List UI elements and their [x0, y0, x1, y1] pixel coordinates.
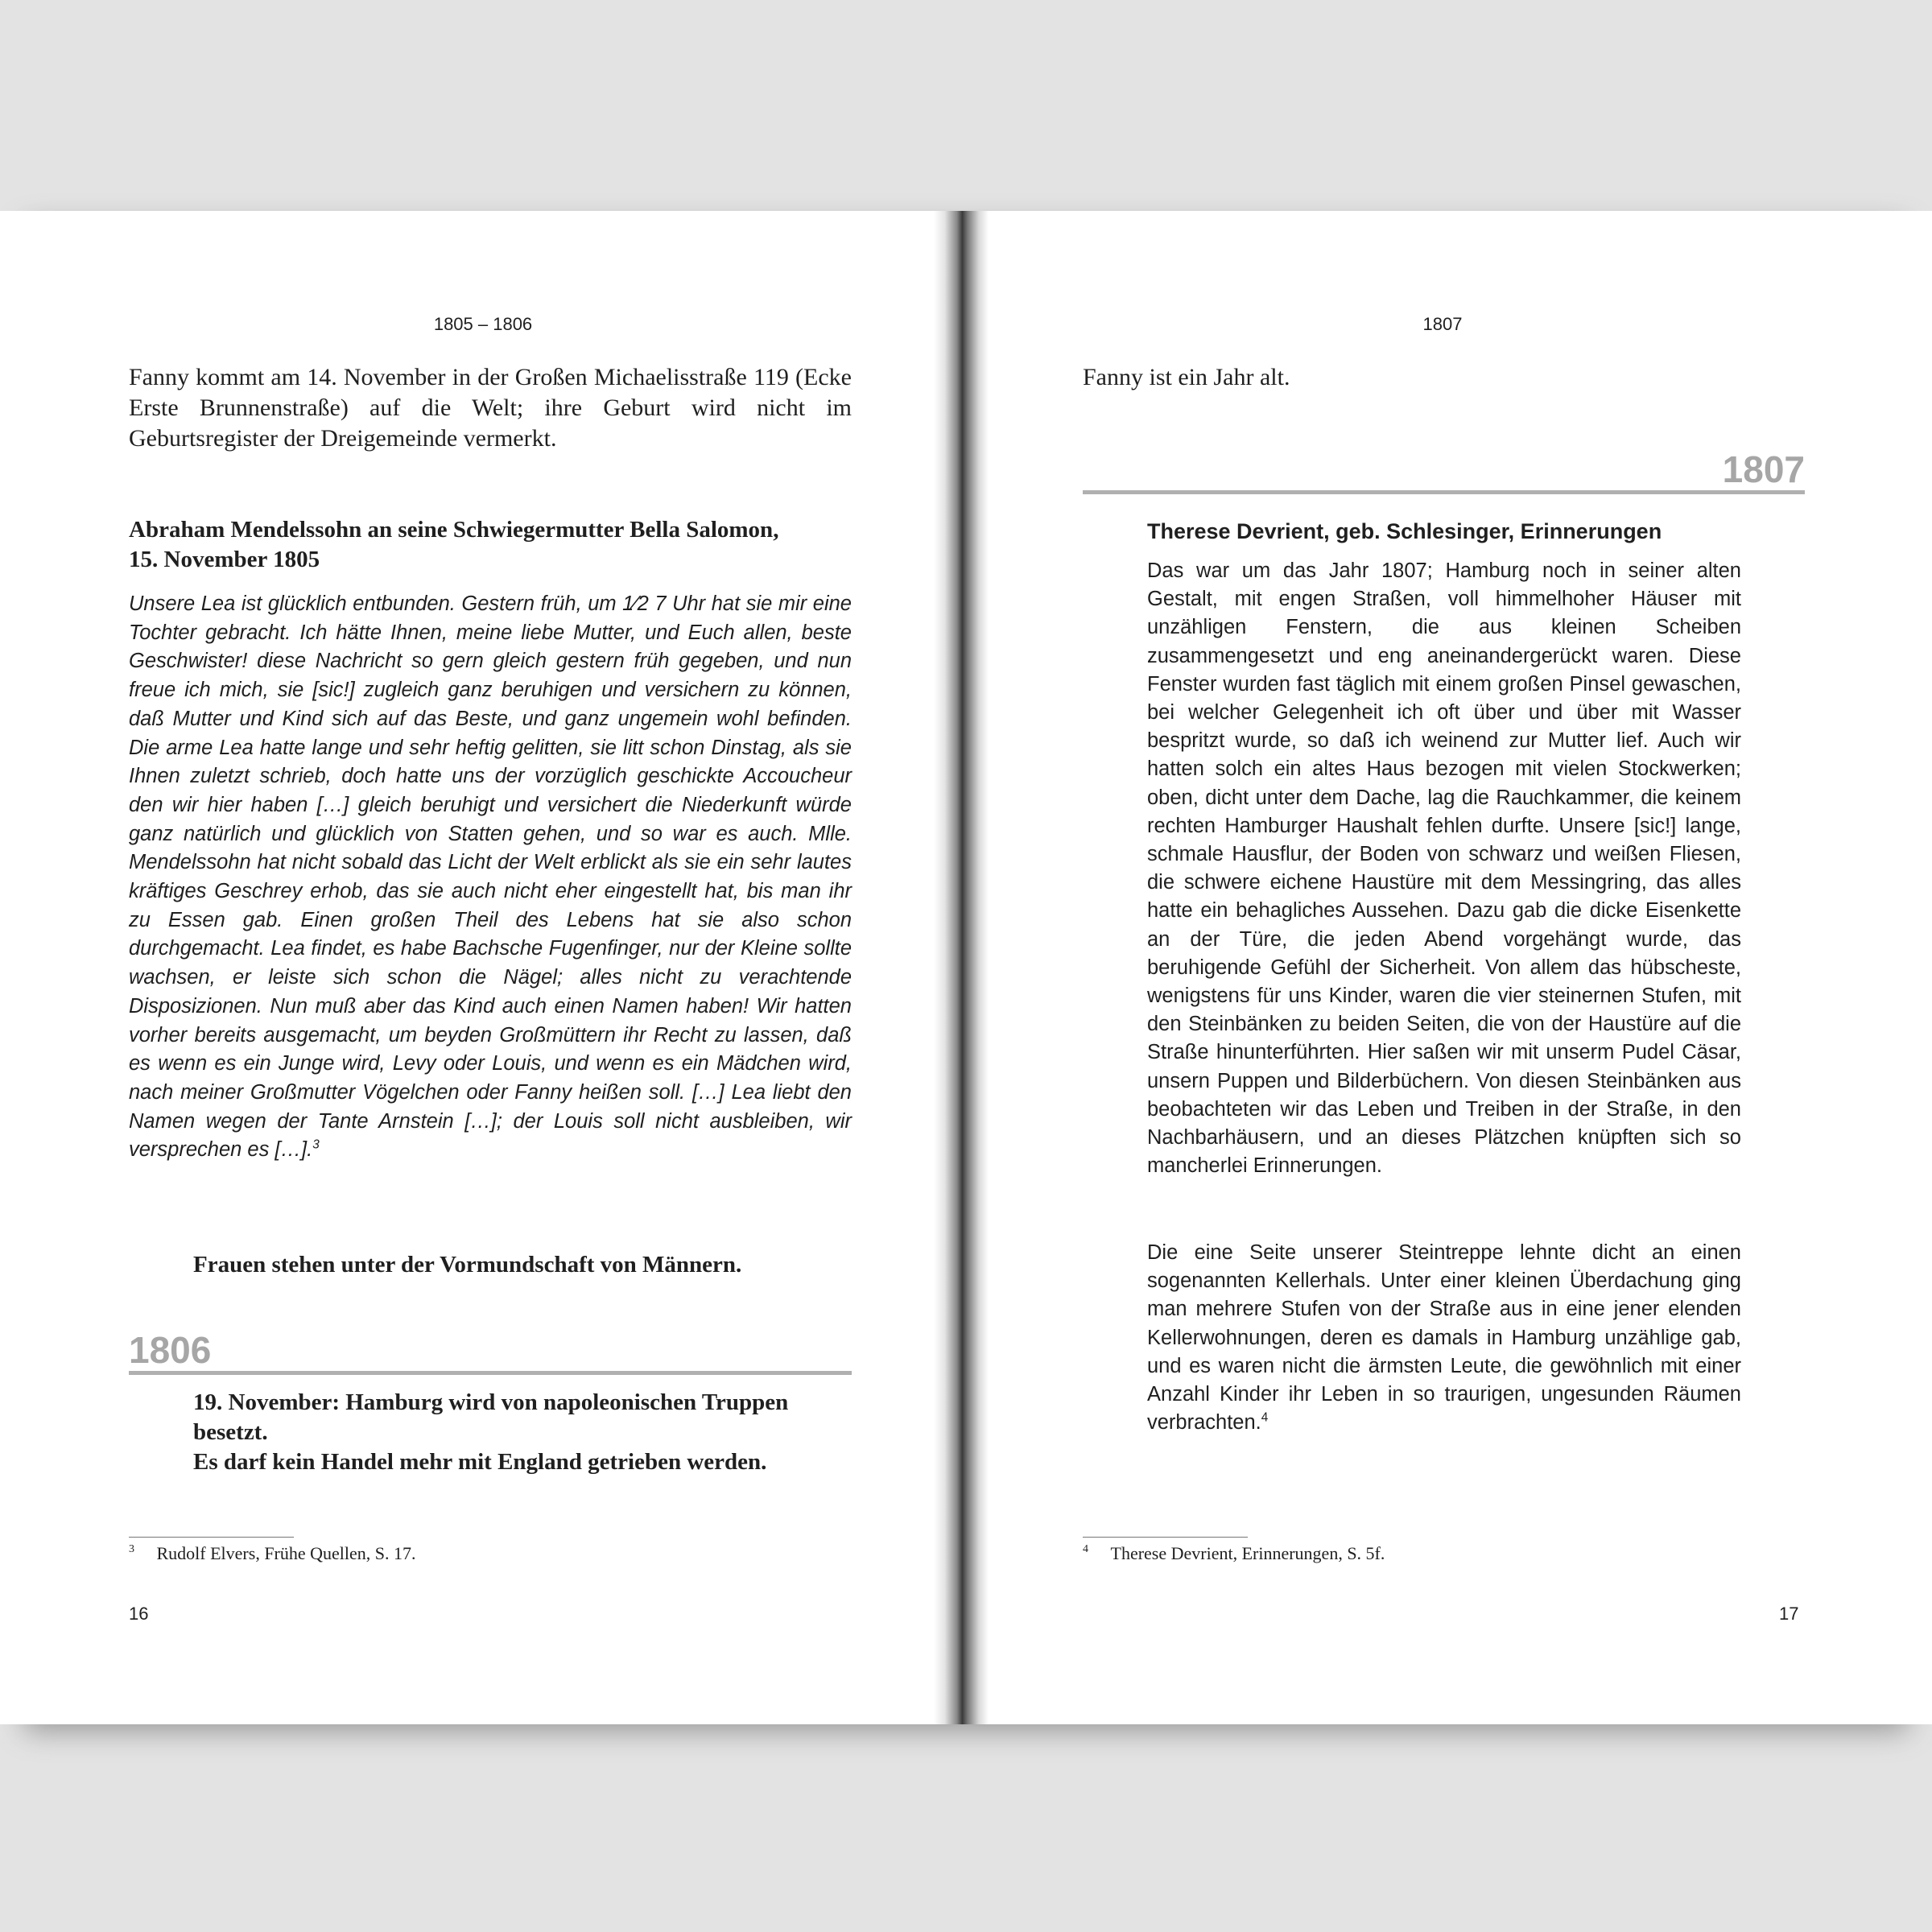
- running-header: 1807: [1422, 314, 1463, 334]
- note-1805: Frauen stehen unter der Vormundschaft von Männern.: [193, 1252, 742, 1278]
- event-1806-occupation: 19. November: Hamburg wird von napoleonischen Truppen besetzt.: [193, 1389, 789, 1445]
- left-page: [0, 211, 952, 1724]
- event-1806-trade-ban: Es darf kein Handel mehr mit England getrieben werden.: [193, 1449, 767, 1475]
- intro-paragraph: Fanny ist ein Jahr alt.: [1083, 364, 1290, 390]
- year-heading-1806: 1806: [129, 1329, 212, 1371]
- memoir-paragraph-1: Das war um das Jahr 1807; Hamburg noch in seiner alten Gestalt, mit engen Straßen, voll himmelhoher Häuser mit unzähligen Fenstern, die aus kleinen Scheiben zusammengesetzt und eng aneinandergerückt waren. Diese Fenster wurden fast täglich mit einem großen Pinsel gewaschen, bei welcher Gelegenheit ich oft über und über mit Wasser bespritzt wurde, so daß ich weinend zur Mutter lief. Auch wir hatten solch ein altes Haus bezogen mit vielen Stockwerken; oben, dicht unter dem Dache, lag die Rauchkammer, die keinem rechten Hamburger Haushalt fehlen durfte. Unsere [sic!] lange, schmale Hausflur, der Boden von schwarz und weißen Fliesen, die schwere eichene Haustüre mit dem Messingring, das alles hatte ein behagliches Aussehen. Dazu gab die dicke Eisenkette an der Türe, die jeden Abend vorgehängt wurde, das beruhigende Gefühl der Sicherheit. Von allem das hübscheste, wenigstens für uns Kinder, waren die vier steinernen Stufen, mit den Steinbänken zu beiden Seiten, die von der Haustüre auf die Straße hinunterführten. Hier saßen wir mit unserm Pudel Cäsar, unsern Puppen und Bilderbüchern. Von diesen Steinbänken aus beobachteten wir das Leben und Treiben in der Straße, in den Nachbarhäusern, und an dieses Plätzchen knüpften sich so mancherlei Erinnerungen.: [1147, 559, 1741, 1178]
- page-number: 17: [1779, 1604, 1799, 1624]
- footnote-rule: [129, 1537, 294, 1538]
- page-number: 16: [129, 1604, 149, 1624]
- memoir-heading: Therese Devrient, geb. Schlesinger, Erinnerungen: [1147, 519, 1662, 543]
- running-header: 1805 – 1806: [433, 314, 533, 334]
- letter-heading-line1: Abraham Mendelssohn an seine Schwiegermutter Bella Salomon,: [129, 517, 779, 543]
- memoir-text-2: Die eine Seite unserer Steintreppe lehnte dicht an einen sogenannten Kellerhals. Unter einer kleinen Überdachung ging man mehrere Stufen von der Straße aus in eine jener elenden Kellerwohnungen, deren es damals in Hamburg unzählige gab, und es waren nicht die ärmsten Leute, die gewöhnlich mit einer Anzahl Kinder ihr Leben in so traurigen, ungesunden Räumen verbrachten.: [1147, 1241, 1741, 1435]
- footnote-rule: [1083, 1537, 1248, 1538]
- footnote-mark: 4: [1083, 1543, 1088, 1555]
- letter-heading: [129, 515, 853, 575]
- letter-heading-line2: 15. November 1805: [129, 547, 320, 572]
- footnote-mark: 3: [129, 1543, 134, 1555]
- footnote-text: Rudolf Elvers, Frühe Quellen, S. 17.: [156, 1543, 416, 1563]
- year-rule-1807: [1083, 490, 1805, 494]
- footnote: [129, 1543, 853, 1564]
- year-heading-1807: 1807: [1722, 448, 1805, 490]
- footnote-text: Therese Devrient, Erinnerungen, S. 5f.: [1110, 1543, 1385, 1563]
- year-rule-1806: [129, 1371, 852, 1375]
- book-gutter: [934, 211, 989, 1724]
- letter-text: Unsere Lea ist glücklich entbunden. Gestern früh, um 1⁄2 7 Uhr hat sie mir eine Tochter gebracht. Ich hätte Ihnen, meine liebe Mutter, und Euch allen, beste Geschwister! diese Nachricht so gern gleich gestern früh gegeben, und nun freue ich mich, sie [sic!] zugleich ganz beruhigen und versichern zu können, daß Mutter und Kind sich auf das Beste, und ganz ungemein wohl befinden. Die arme Lea hatte lange und sehr heftig gelitten, sie litt schon Dinstag, als sie Ihnen zuletzt schrieb, doch hatte uns der vorzüglich geschickte Accoucheur den wir hier haben […] gleich beruhigt und versichert die Niederkunft würde ganz natürlich und glücklich von Statten gehen, und so war es auch. Mlle. Mendelssohn hat nicht sobald das Licht der Welt erblickt als sie ein sehr lautes kräftiges Geschrey erhob, das sie auch nicht eher eingestellt hat, bis man ihr zu Essen gab. Einen großen Theil des Lebens hat sie also schon durchgemacht. Lea findet, es habe Bachsche Fugenfinger, nur der Kleine sollte wachsen, er leiste sich schon die Nägel; alles nicht zu verachtende Disposizionen. Nun muß aber das Kind auch einen Namen haben! Wir hatten vorher bereits ausgemacht, um beyden Großmüttern ihr Recht zu lassen, daß es wenn es ein Junge wird, Levy oder Louis, und wenn es ein Mädchen wird, nach meiner Großmutter Vögelchen oder Fanny heißen soll. […] Lea liebt den Namen wegen der Tante Arnstein […]; der Louis soll nicht ausbleiben, wir versprechen es […].: [129, 592, 852, 1162]
- footnote-ref-4: 4: [1261, 1410, 1269, 1425]
- footnote: [1083, 1543, 1807, 1564]
- footnote-ref-3: 3: [312, 1137, 320, 1152]
- memoir-paragraph-2: [1147, 1239, 1741, 1437]
- intro-paragraph: Fanny kommt am 14. November in der Großen Michaelisstraße 119 (Ecke Erste Brunnenstraße) auf die Welt; ihre Geburt wird nicht im Geburtsregister der Dreigemeinde vermerkt.: [129, 364, 852, 452]
- letter-body: [129, 590, 852, 1165]
- right-page: [969, 211, 1932, 1724]
